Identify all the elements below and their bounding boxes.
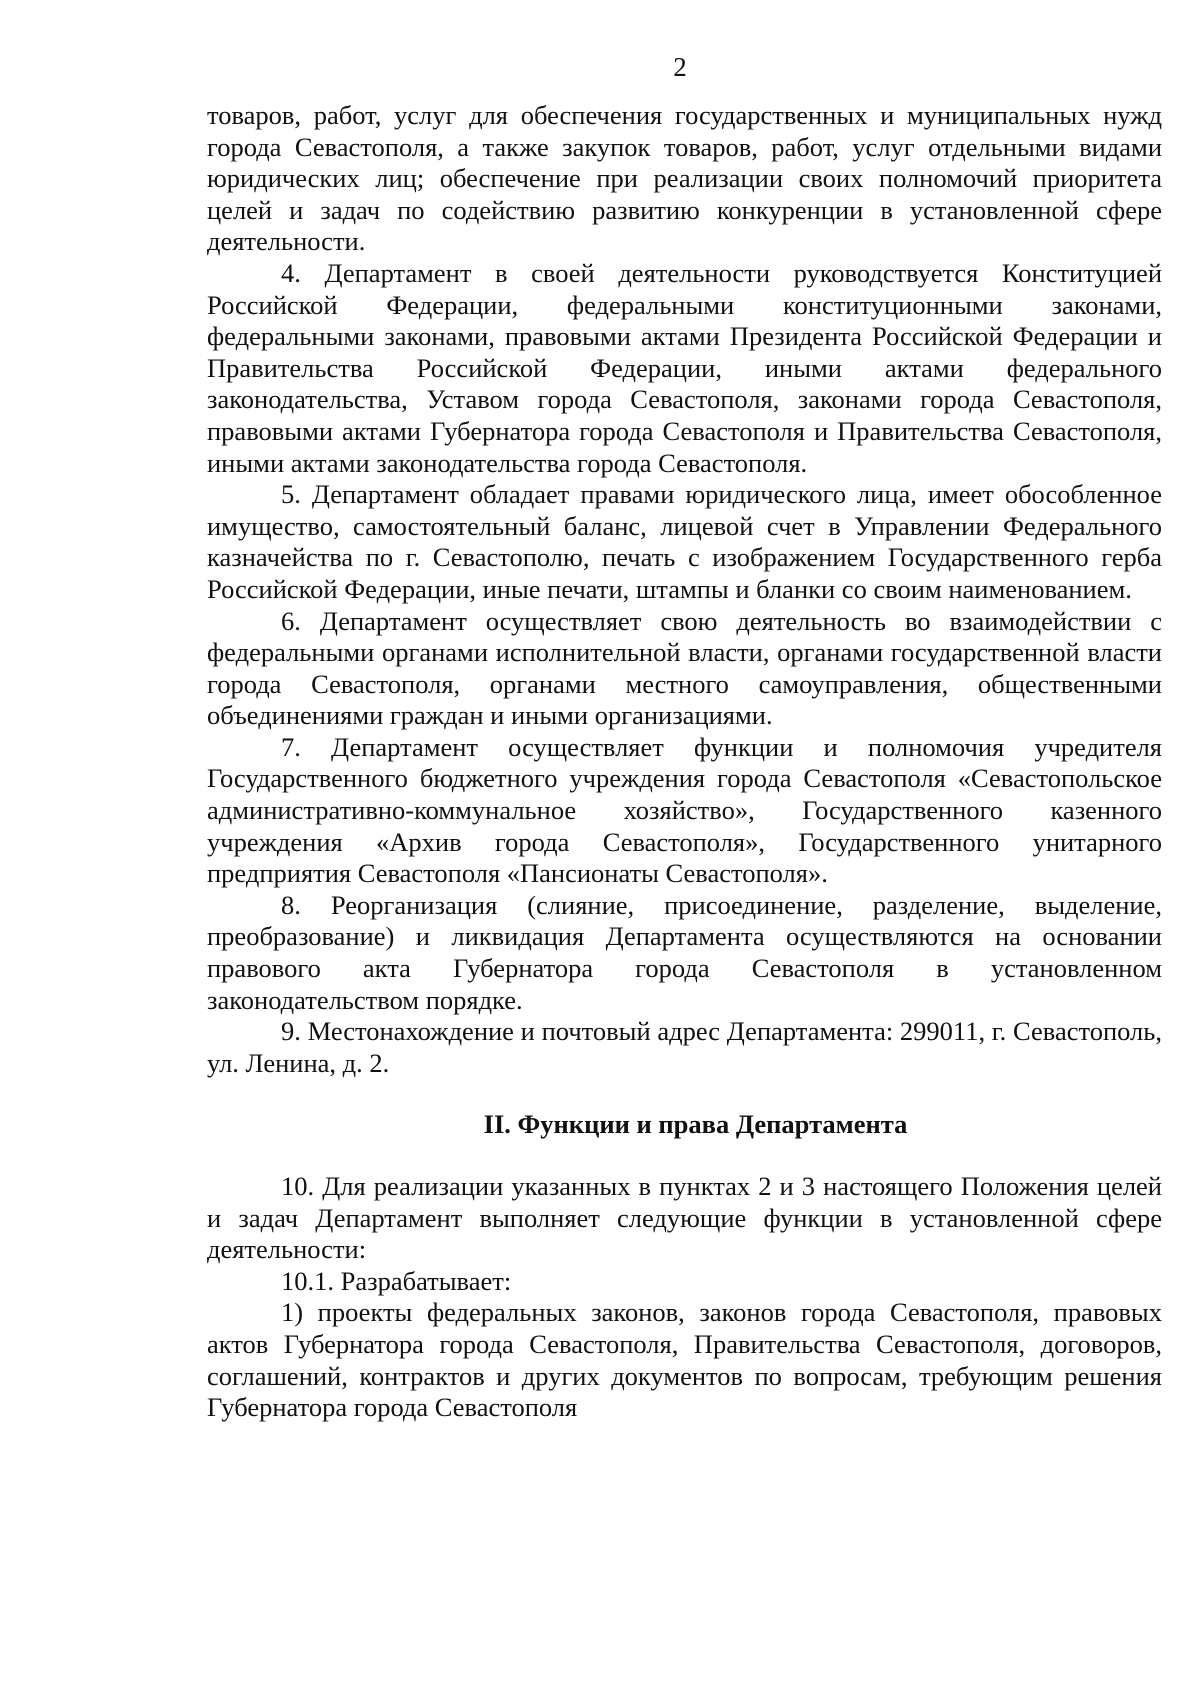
paragraph-10-1-item-1: 1) проекты федеральных законов, законов города Севастополя, правовых актов Губернатора города Севастополя, Правительства Севастополя, договоров, соглашений, контрактов и других документов по вопросам, требующим решения Губернатора города Севастополя [207,1297,1162,1423]
paragraph-7: 7. Департамент осуществляет функции и полномочия учредителя Государственного бюджетного учреждения города Севастополя «Севастопольское административно-коммунальное хозяйство», Государственного казенного учреждения «Архив города Севастополя», Государственного унитарного предприятия Севастополя «Пансионаты Севастополя». [207,731,1162,889]
paragraph-5: 5. Департамент обладает правами юридического лица, имеет обособленное имущество, самостоятельный баланс, лицевой счет в Управлении Федерального казначейства по г. Севастополю, печать с изображением Государственного герба Российской Федерации, иные печати, штампы и бланки со своим наименованием. [207,479,1162,604]
paragraph-8: 8. Реорганизация (слияние, присоединение, разделение, выделение, преобразование) и ликвидация Департамента осуществляются на основании правового акта Губернатора города Севастополя в установленном законодательством порядке. [207,889,1162,1015]
paragraph-10: 10. Для реализации указанных в пунктах 2 и 3 настоящего Положения целей и задач Департамент выполняет следующие функции в установленной сфере деятельности: [207,1171,1162,1265]
paragraph-6: 6. Департамент осуществляет свою деятельность во взаимодействии с федеральными органами исполнительной власти, органами государственной власти города Севастополя, органами местного самоуправления, общественными объединениями граждан и иными организациями. [207,605,1162,731]
paragraph-10-1: 10.1. Разрабатывает: [281,1265,512,1296]
document-body [207,100,1162,1424]
section-heading: II. Функции и права Департамента [483,1109,908,1140]
page-number: 2 [673,52,687,82]
paragraph-continuation: товаров, работ, услуг для обеспечения государственных и муниципальных нужд города Севастополя, а также закупок товаров, работ, услуг отдельными видами юридических лиц; обеспечение при реализации своих полномочий приоритета целей и задач по содействию развитию конкуренции в установленной сфере деятельности. [207,100,1162,257]
paragraph-4: 4. Департамент в своей деятельности руководствуется Конституцией Российской Федерации, федеральными конституционными законами, федеральными законами, правовыми актами Президента Российской Федерации и Правительства Российской Федерации, иными актами федерального законодательства, Уставом города Севастополя, законами города Севастополя, правовыми актами Губернатора города Севастополя и Правительства Севастополя, иными актами законодательства города Севастополя. [207,257,1162,478]
paragraph-9: 9. Местонахождение и почтовый адрес Департамента: 299011, г. Севастополь, ул. Ленина, д. 2. [207,1016,1162,1078]
